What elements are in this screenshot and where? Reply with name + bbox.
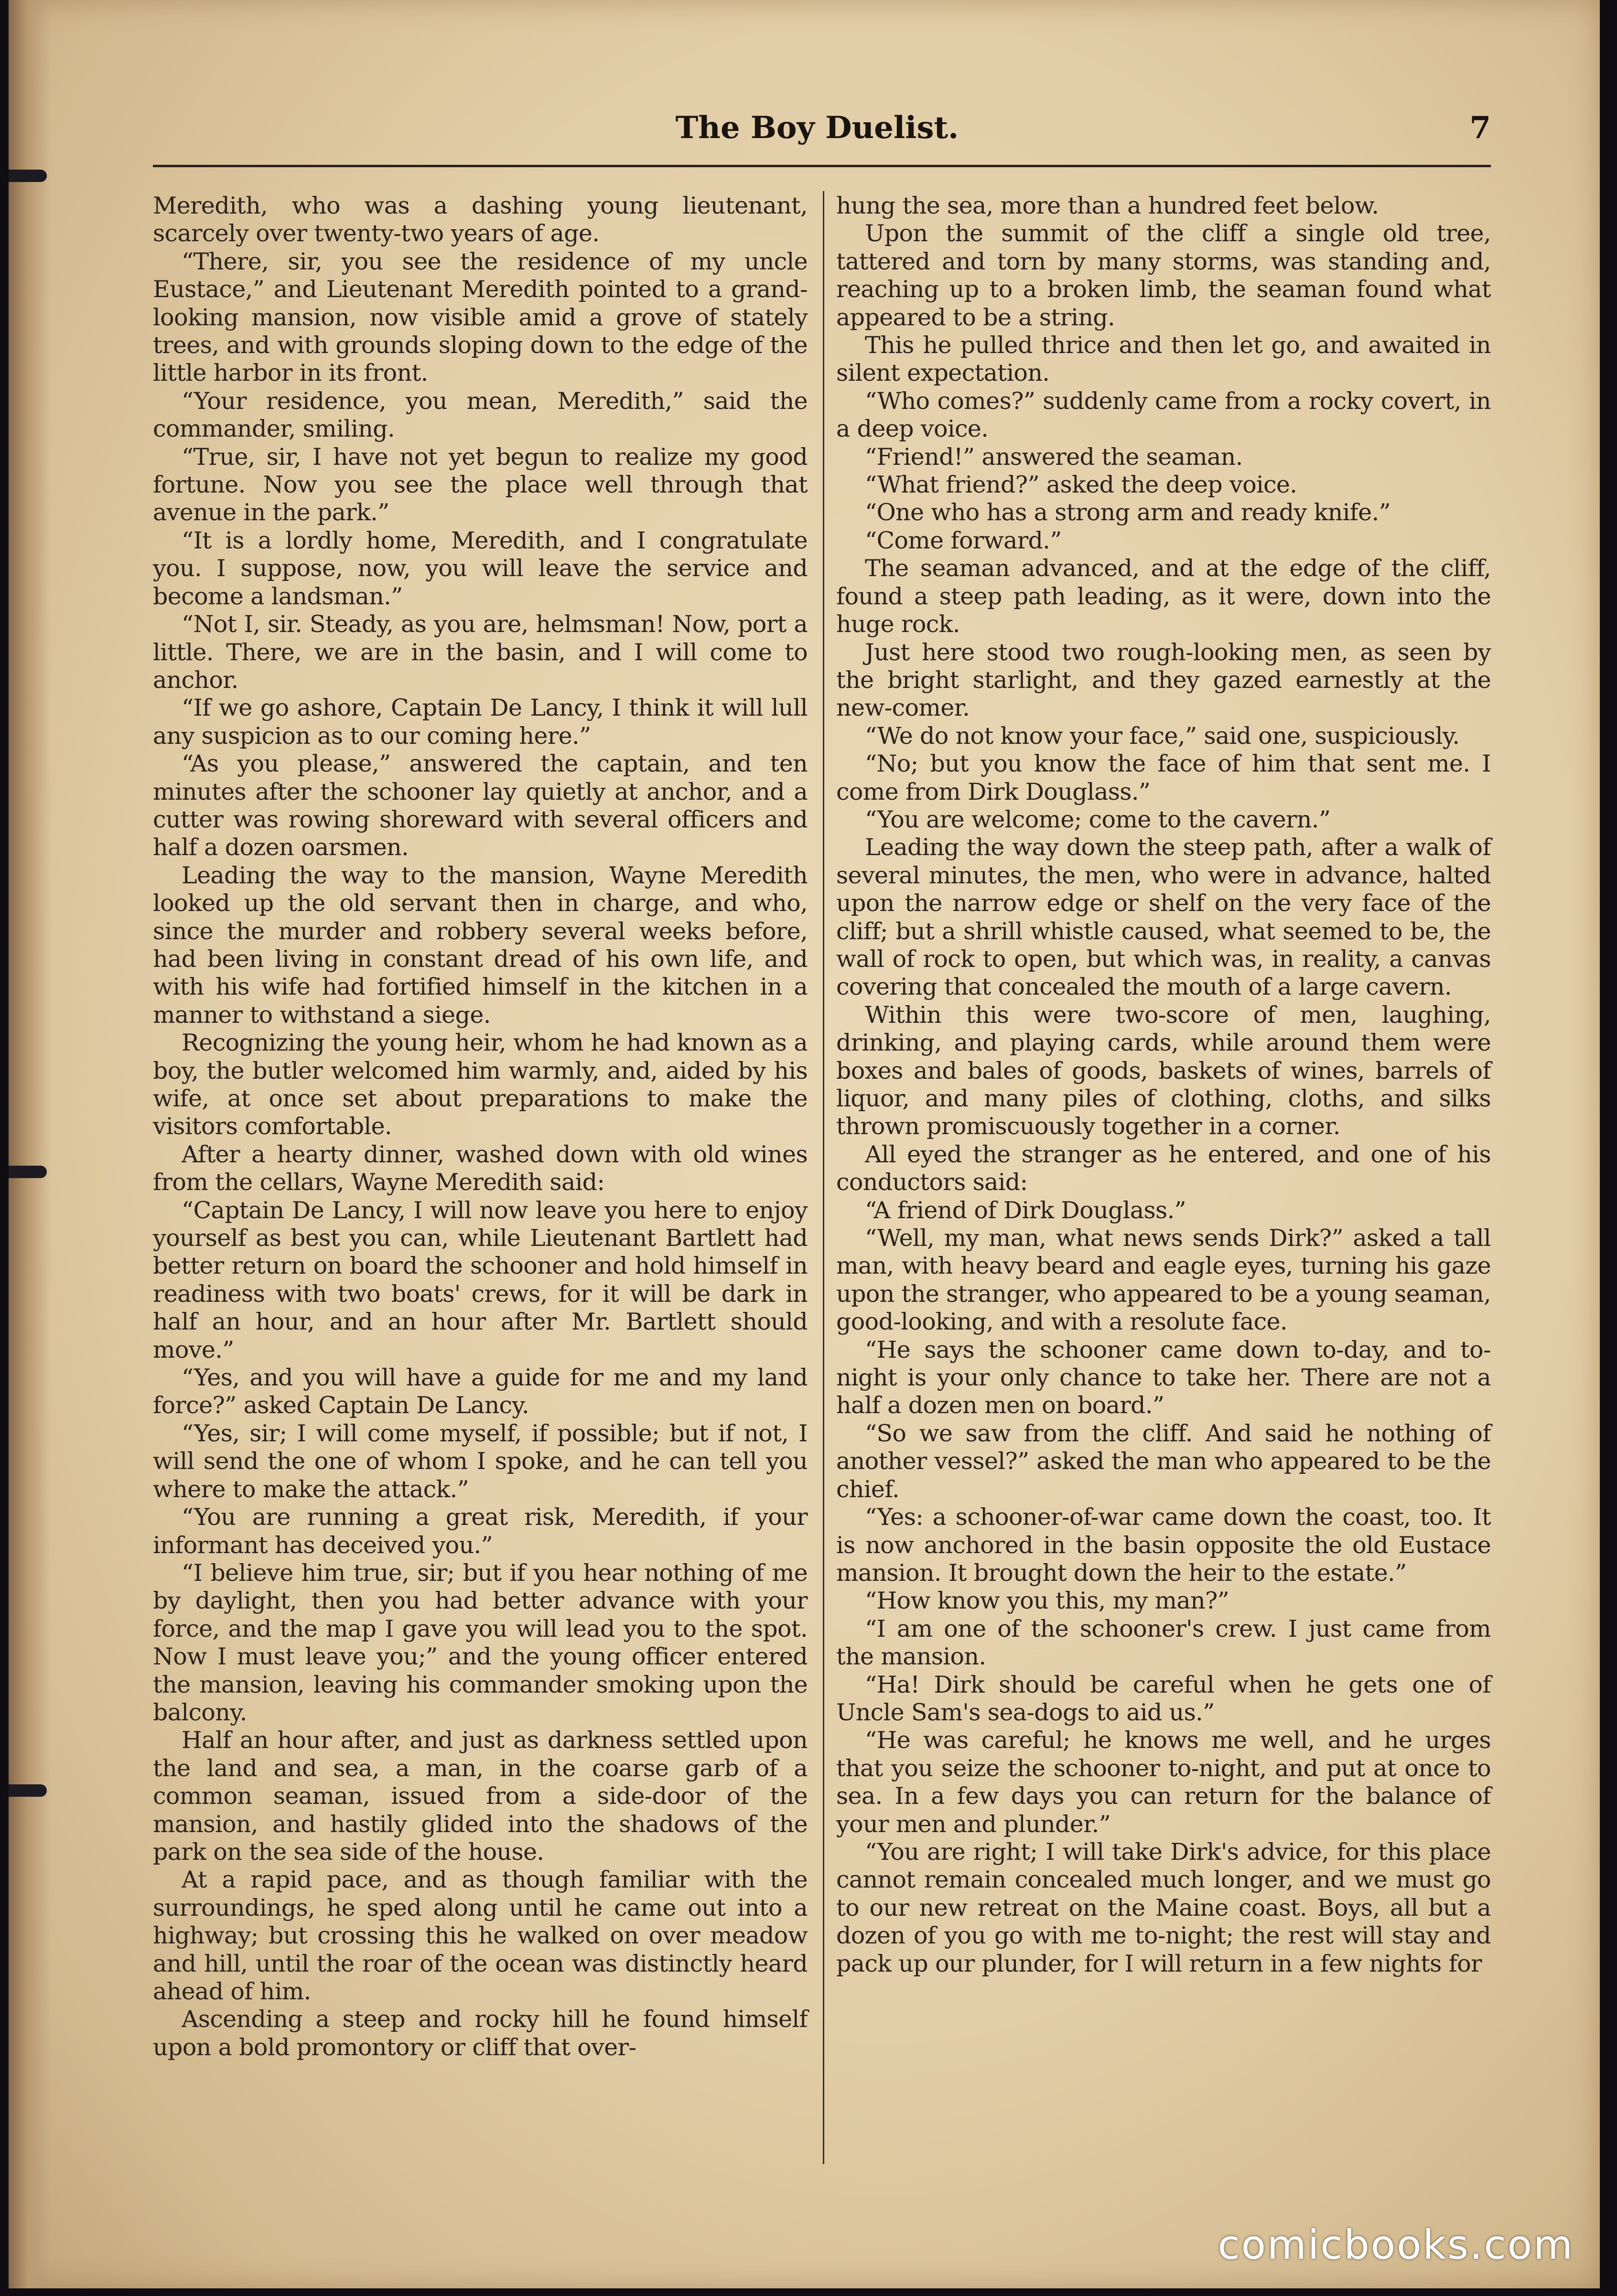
paragraph: Ascending a steep and rocky hill he found himself upon a bold promontory or cliff that over- (153, 2006, 808, 2061)
paragraph: Half an hour after, and just as darkness settled upon the land and sea, a man, in the coarse garb of a common seaman, issued from a side-door of the mansion, and hastily glided into the shadows of the park on the sea side of the house. (153, 1727, 808, 1866)
paragraph: “How know you this, my man?” (865, 1587, 1229, 1615)
paragraph: This he pulled thrice and then let go, and awaited in silent expectation. (836, 332, 1491, 387)
running-title: The Boy Duelist. (675, 110, 959, 146)
paragraph: The seaman advanced, and at the edge of the cliff, found a steep path leading, as it were, down into the huge rock. (836, 555, 1491, 638)
paragraph: Upon the summit of the cliff a single old tree, tattered and torn by many storms, was standing and, reaching up to a broken limb, the seaman found what appeared to be a string. (836, 220, 1491, 331)
paragraph: “He was careful; he knows me well, and he urges that you seize the schooner to-night, and put at once to sea. In a few days you can return for the balance of your men and plunder.” (836, 1727, 1491, 1838)
paragraph: hung the sea, more than a hundred feet below. (836, 192, 1379, 219)
paragraph: Within this were two-score of men, laughing, drinking, and playing cards, while around them were boxes and bales of goods, baskets of wines, barrels of liquor, and many piles of clothing, cloths, and silks thrown promiscuously together in a corner. (836, 1001, 1491, 1140)
paragraph: “I am one of the schooner's crew. I just came from the mansion. (836, 1615, 1491, 1671)
paragraph: “As you please,” answered the captain, and ten minutes after the schooner lay quietly at anchor, and a cutter was rowing shoreward with several officers and half a dozen oarsmen. (153, 750, 808, 861)
page-number: 7 (1469, 110, 1491, 146)
paragraph: “A friend of Dirk Douglass.” (865, 1196, 1186, 1224)
paragraph: “Come forward.” (865, 526, 1062, 554)
paragraph: “Yes, sir; I will come myself, if possible; but if not, I will send the one of whom I spoke, and he can tell you where to make the attack.” (153, 1419, 808, 1503)
binding-thread-mark (9, 1784, 47, 1797)
left-column (153, 192, 808, 2061)
paragraph: “So we saw from the cliff. And said he nothing of another vessel?” asked the man who appeared to be the chief. (836, 1419, 1491, 1503)
paragraph: “Who comes?” suddenly came from a rocky covert, in a deep voice. (836, 387, 1491, 443)
paragraph: “I believe him true, sir; but if you hear nothing of me by daylight, then you had better advance with your force, and the map I gave you will lead you to the spot. Now I must leave you;” and the young officer entered the mansion, leaving his commander smoking upon the balcony. (153, 1559, 808, 1726)
paragraph: Meredith, who was a dashing young lieutenant, scarcely over twenty-two years of age. (153, 192, 808, 247)
paragraph: “Ha! Dirk should be careful when he gets one of Uncle Sam's sea-dogs to aid us.” (836, 1671, 1491, 1726)
paragraph: “You are right; I will take Dirk's advice, for this place cannot remain concealed much longer, and we must go to our new retreat on the Maine coast. Boys, all but a dozen of you go with me to-night; the rest will stay and pack up our plunder, for I will return in a few nights for (836, 1838, 1491, 1977)
paragraph: “Not I, sir. Steady, as you are, helmsman! Now, port a little. There, we are in the basin, and I will come to anchor. (153, 611, 808, 694)
paragraph: Recognizing the young heir, whom he had known as a boy, the butler welcomed him warmly, and, aided by his wife, at once set about preparations to make the visitors comfortable. (153, 1029, 808, 1140)
paragraph: “If we go ashore, Captain De Lancy, I think it will lull any suspicion as to our coming here.” (153, 694, 808, 750)
column-divider (823, 191, 824, 2164)
paragraph: Leading the way down the steep path, after a walk of several minutes, the men, who were in advance, halted upon the narrow edge or shelf on the very face of the cliff; but a shrill whistle caused, what seemed to be, the wall of rock to open, but which was, in reality, a canvas covering that concealed the mouth of a large cavern. (836, 834, 1491, 1001)
paragraph: “No; but you know the face of him that sent me. I come from Dirk Douglass.” (836, 750, 1491, 805)
paragraph: “There, sir, you see the residence of my uncle Eustace,” and Lieutenant Meredith pointed to a grand-looking mansion, now visible amid a grove of stately trees, and with grounds sloping down to the edge of the little harbor in its front. (153, 247, 808, 387)
paragraph: “One who has a strong arm and ready knife.” (865, 499, 1391, 526)
paragraph: “You are welcome; come to the cavern.” (865, 805, 1331, 833)
paragraph: “It is a lordly home, Meredith, and I congratulate you. I suppose, now, you will leave the service and become a landsman.” (153, 526, 808, 610)
header-rule (153, 165, 1491, 167)
paragraph: “Well, my man, what news sends Dirk?” asked a tall man, with heavy beard and eagle eyes, turning his gaze upon the stranger, who appeared to be a young seaman, good-looking, and with a resolute face. (836, 1224, 1491, 1336)
site-watermark: comicbooks.com (1218, 2221, 1574, 2268)
paragraph: “Yes, and you will have a guide for me and my land force?” asked Captain De Lancy. (153, 1364, 808, 1419)
page-spine-shadow (9, 0, 52, 2288)
paragraph: “You are running a great risk, Meredith, if your informant has deceived you.” (153, 1503, 808, 1559)
paragraph: “He says the schooner came down to-day, and to-night is your only chance to take her. There are not a half a dozen men on board.” (836, 1336, 1491, 1419)
paragraph: Leading the way to the mansion, Wayne Meredith looked up the old servant then in charge, and who, since the murder and robbery several weeks before, had been living in constant dread of his own life, and with his wife had fortified himself in the kitchen in a manner to withstand a siege. (153, 861, 808, 1029)
paragraph: “Your residence, you mean, Meredith,” said the commander, smiling. (153, 387, 808, 443)
paragraph: “True, sir, I have not yet begun to realize my good fortune. Now you see the place well through that avenue in the park.” (153, 443, 808, 526)
paragraph: All eyed the stranger as he entered, and one of his conductors said: (836, 1140, 1491, 1196)
binding-thread-mark (9, 1166, 47, 1178)
page-header (153, 106, 1491, 154)
binding-thread-mark (9, 170, 47, 182)
paragraph: After a hearty dinner, washed down with old wines from the cellars, Wayne Meredith said: (153, 1140, 808, 1196)
paragraph: Just here stood two rough-looking men, as seen by the bright starlight, and they gazed earnestly at the new-comer. (836, 638, 1491, 722)
paragraph: “Yes: a schooner-of-war came down the coast, too. It is now anchored in the basin opposite the old Eustace mansion. It brought down the heir to the estate.” (836, 1503, 1491, 1587)
paragraph: “Friend!” answered the seaman. (865, 443, 1243, 471)
paragraph: At a rapid pace, and as though familiar with the surroundings, he sped along until he came out into a highway; but crossing this he walked on over meadow and hill, until the roar of the ocean was distinctly heard ahead of him. (153, 1866, 808, 2005)
paragraph: “We do not know your face,” said one, suspiciously. (865, 722, 1460, 750)
paragraph: “What friend?” asked the deep voice. (865, 471, 1297, 499)
right-column (836, 192, 1491, 1978)
paragraph: “Captain De Lancy, I will now leave you here to enjoy yourself as best you can, while Lieutenant Bartlett had better return on board the schooner and hold himself in readiness with two boats' crews, for it will be dark in half an hour, and an hour after Mr. Bartlett should move.” (153, 1196, 808, 1363)
